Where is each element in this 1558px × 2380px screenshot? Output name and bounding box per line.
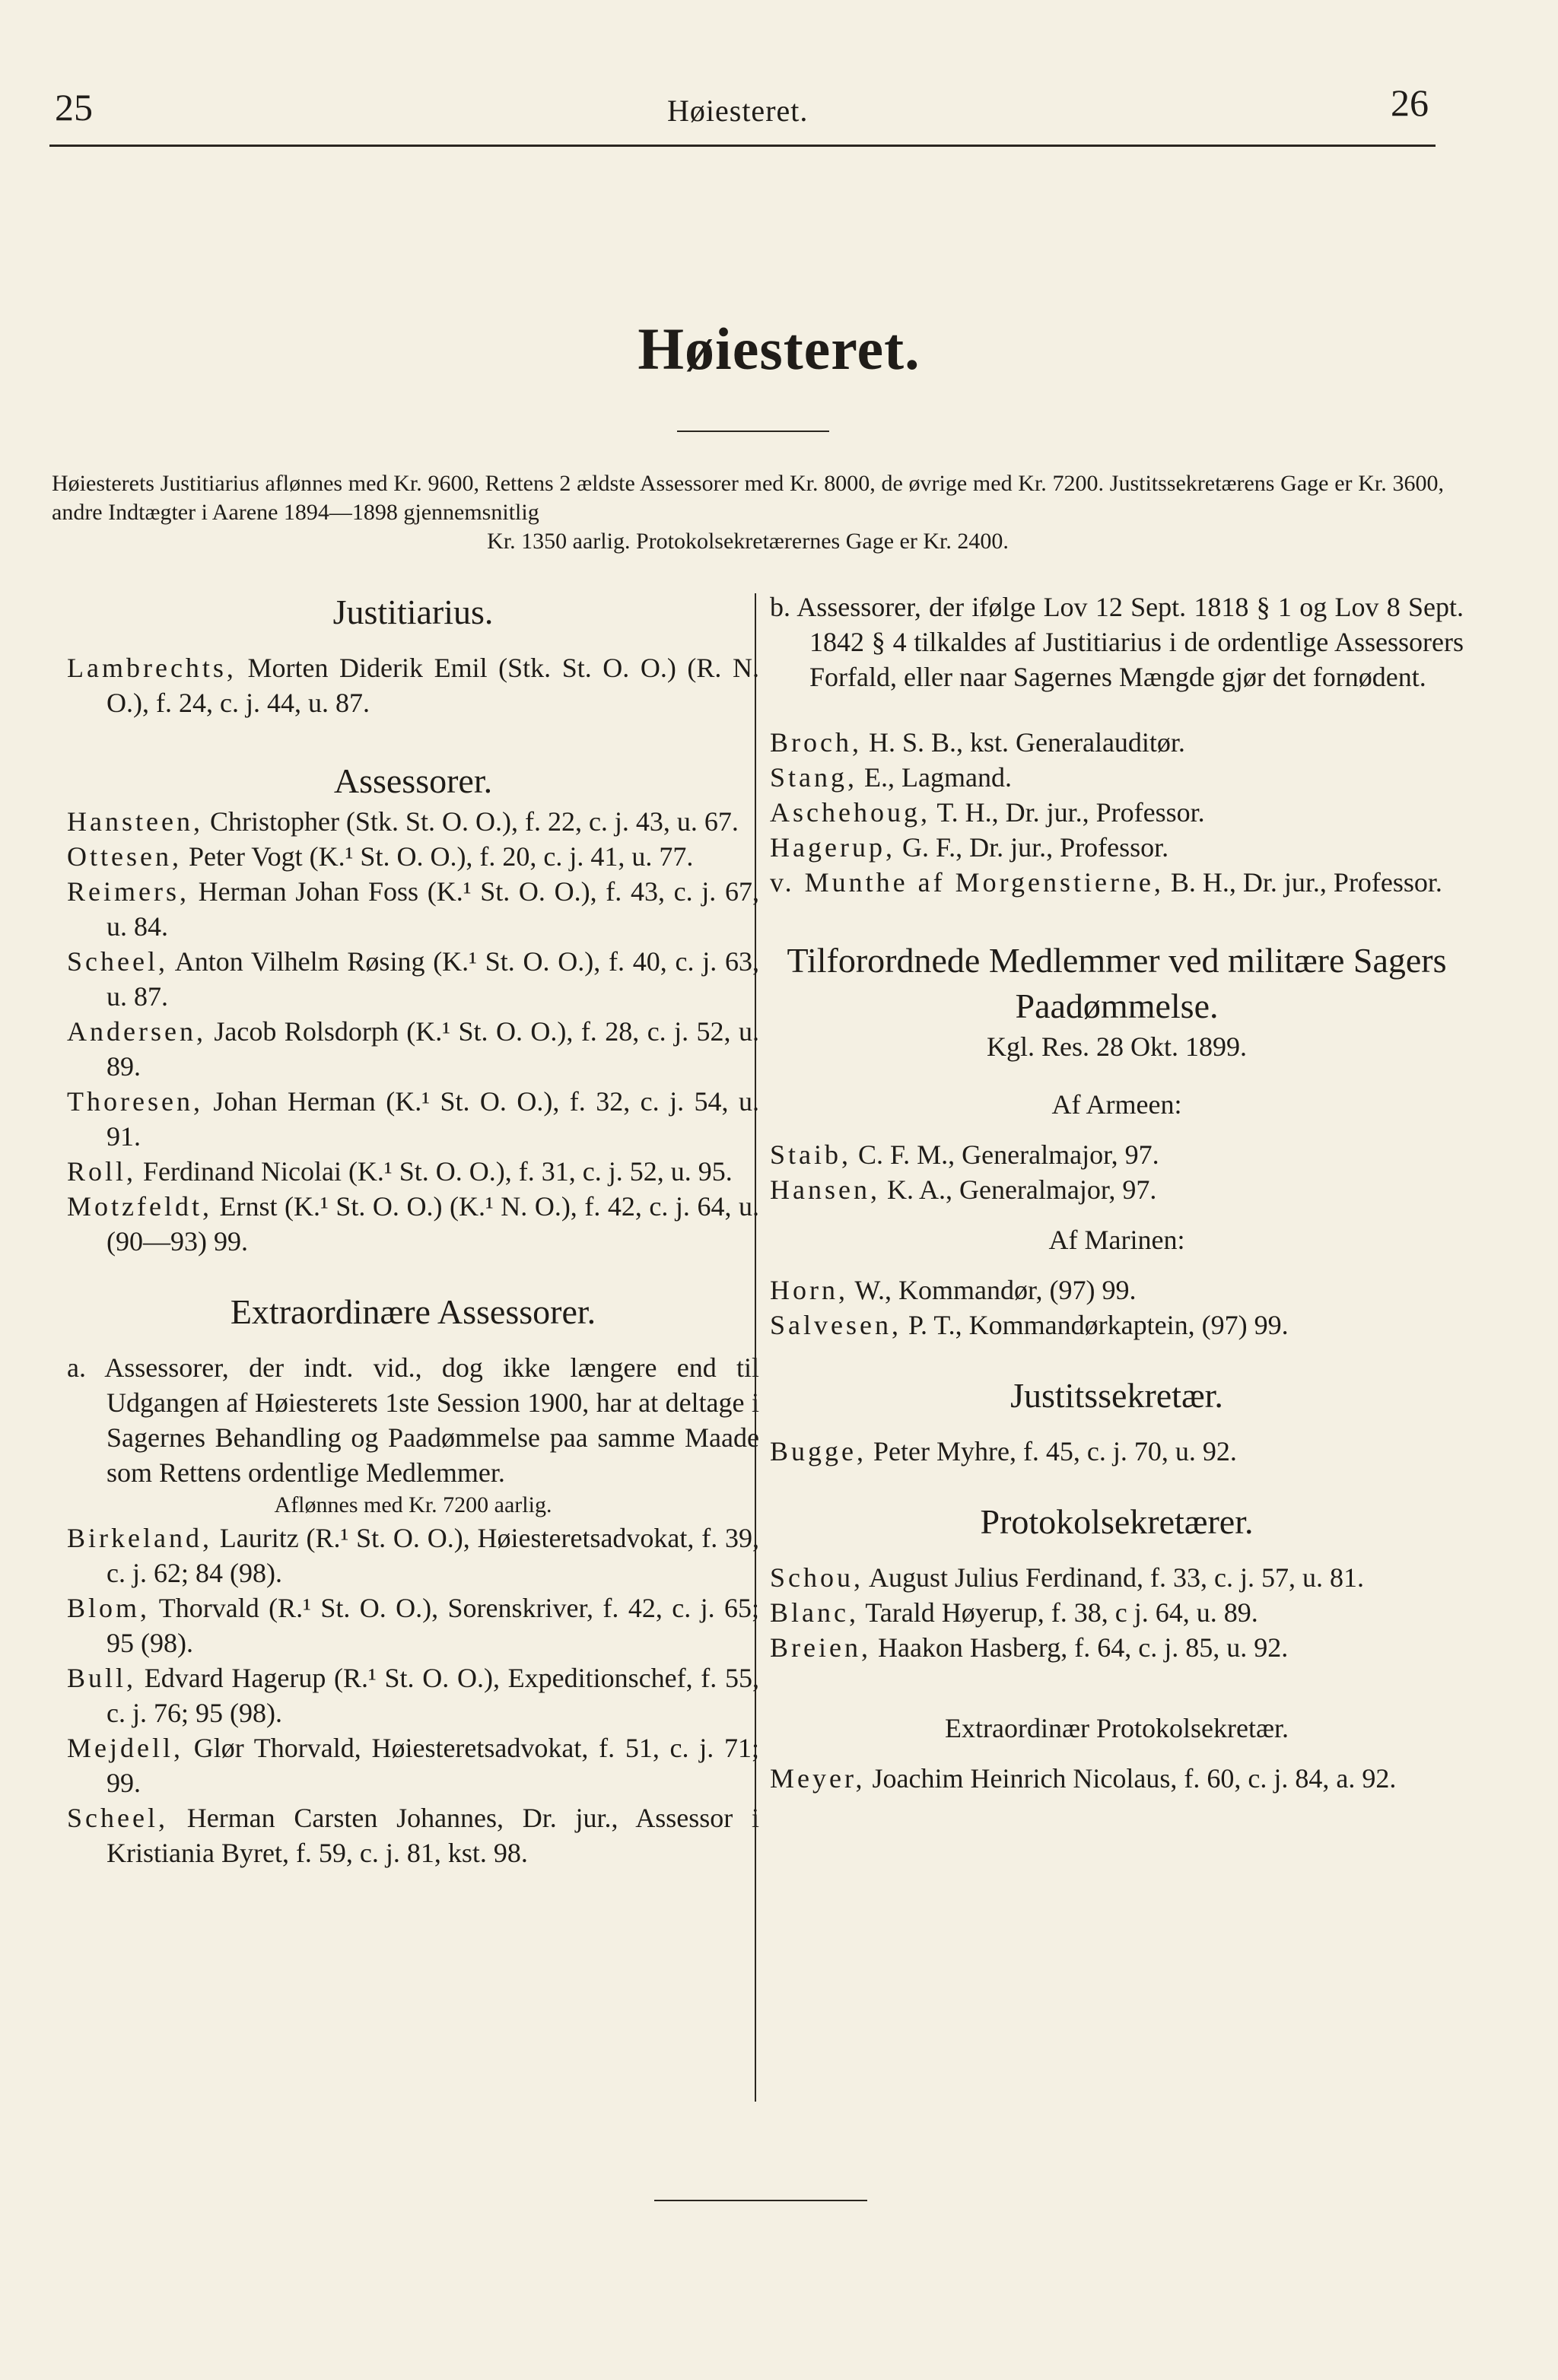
list-item: Andersen, Jacob Rolsdorph (K.¹ St. O. O.), f. 28, c. j. 52, u. 89. <box>67 1016 759 1082</box>
list-item: Scheel, Anton Vilhelm Røsing (K.¹ St. O. O.), f. 40, c. j. 63, u. 87. <box>67 946 759 1012</box>
list-item: Mejdell, Glør Thorvald, Høiesteretsadvokat, f. 51, c. j. 71; 99. <box>67 1733 759 1798</box>
intro-line1: Høiesterets Justitiarius aflønnes med Kr. 9600, Rettens 2 ældste Assessorer med Kr. 8000, de øvrige med Kr. 7200. Justitssekretærens Gage er Kr. 3600, andre Indtægter i Aarene 1894—1898 gjennemsnitlig <box>52 471 1444 525</box>
extra-assessorer-heading: Extraordinære Assessorer. <box>230 1292 596 1331</box>
right-column <box>770 589 1464 1796</box>
military-heading: Tilforordnede Medlemmer ved militære Sagers Paadømmelse. <box>787 941 1447 1025</box>
list-item: Reimers, Herman Johan Foss (K.¹ St. O. O.), f. 43, c. j. 67, u. 84. <box>67 876 759 942</box>
list-item: Staib, C. F. M., Generalmajor, 97. <box>770 1139 1159 1170</box>
extra-protokol-heading: Extraordinær Protokolsekretær. <box>945 1713 1289 1743</box>
protokol-heading: Protokolsekretærer. <box>980 1502 1254 1541</box>
list-item: Scheel, Herman Carsten Johannes, Dr. jur., Assessor i Kristiania Byret, f. 59, c. j. 81, kst. 98. <box>67 1803 759 1868</box>
list-item: Ottesen, Peter Vogt (K.¹ St. O. O.), f. 20, c. j. 41, u. 77. <box>67 841 694 872</box>
marinen-heading: Af Marinen: <box>1048 1225 1185 1255</box>
list-item: Meyer, Joachim Heinrich Nicolaus, f. 60, c. j. 84, a. 92. <box>770 1763 1397 1794</box>
list-item: Horn, W., Kommandør, (97) 99. <box>770 1275 1137 1305</box>
extra-pay-note: Aflønnes med Kr. 7200 aarlig. <box>274 1492 552 1517</box>
title-rule <box>677 431 829 432</box>
running-title: Høiesteret. <box>667 94 809 128</box>
list-item: Birkeland, Lauritz (R.¹ St. O. O.), Høiesteretsadvokat, f. 39, c. j. 62; 84 (98). <box>67 1523 759 1588</box>
list-item: Aschehoug, T. H., Dr. jur., Professor. <box>770 797 1205 828</box>
page-number-left: 25 <box>55 86 93 129</box>
list-item: Lambrechts, Morten Diderik Emil (Stk. St. O. O.) (R. N. O.), f. 24, c. j. 44, u. 87. <box>67 653 759 718</box>
list-item: Breien, Haakon Hasberg, f. 64, c. j. 85, u. 92. <box>770 1632 1289 1663</box>
list-item: Hansteen, Christopher (Stk. St. O. O.), f. 22, c. j. 43, u. 67. <box>67 806 739 837</box>
justitssekretaer-heading: Justitssekretær. <box>1010 1376 1223 1415</box>
list-item: Motzfeldt, Ernst (K.¹ St. O. O.) (K.¹ N. O.), f. 42, c. j. 64, u. (90—93) 99. <box>67 1191 759 1257</box>
list-item: Bugge, Peter Myhre, f. 45, c. j. 70, u. 92. <box>770 1436 1237 1466</box>
military-resolution: Kgl. Res. 28 Okt. 1899. <box>987 1031 1247 1062</box>
assessorer-heading: Assessorer. <box>333 761 493 800</box>
extra-b-paragraph: b. Assessorer, der ifølge Lov 12 Sept. 1818 § 1 og Lov 8 Sept. 1842 § 4 tilkaldes af Justitiarius i de ordentlige Assessorers Forfald, eller naar Sagernes Mængde gjør det fornødent. <box>770 592 1464 692</box>
armeen-heading: Af Armeen: <box>1051 1089 1182 1120</box>
list-item: Broch, H. S. B., kst. Generalauditør. <box>770 727 1185 758</box>
list-item: Schou, August Julius Ferdinand, f. 33, c. j. 57, u. 81. <box>770 1562 1364 1593</box>
page-title: Høiesteret. <box>638 316 920 382</box>
list-item: Thoresen, Johan Herman (K.¹ St. O. O.), f. 32, c. j. 54, u. 91. <box>67 1086 759 1152</box>
justitiarius-heading: Justitiarius. <box>332 593 494 631</box>
list-item: v. Munthe af Morgenstierne, B. H., Dr. jur., Professor. <box>770 867 1442 898</box>
list-item: Blanc, Tarald Høyerup, f. 38, c j. 64, u. 89. <box>770 1597 1258 1628</box>
extra-a-paragraph: a. Assessorer, der indt. vid., dog ikke længere end til Udgangen af Høiesterets 1ste Session 1900, har at deltage i Sagernes Behandling og Paadømmelse paa samme Maade som Rettens ordentlige Medlemmer. <box>67 1352 759 1488</box>
list-item: Blom, Thorvald (R.¹ St. O. O.), Sorenskriver, f. 42, c. j. 65; 95 (98). <box>67 1593 759 1658</box>
page-number-right: 26 <box>1391 81 1429 124</box>
list-item: Hagerup, G. F., Dr. jur., Professor. <box>770 832 1169 863</box>
intro-line2: Kr. 1350 aarlig. Protokolsekretærernes Gage er Kr. 2400. <box>487 529 1009 554</box>
intro-paragraph <box>52 469 1444 556</box>
list-item: Stang, E., Lagmand. <box>770 762 1012 793</box>
bottom-rule <box>654 2200 867 2201</box>
list-item: Hansen, K. A., Generalmajor, 97. <box>770 1174 1157 1205</box>
list-item: Roll, Ferdinand Nicolai (K.¹ St. O. O.), f. 31, c. j. 52, u. 95. <box>67 1156 733 1187</box>
list-item: Salvesen, P. T., Kommandørkaptein, (97) 99. <box>770 1310 1289 1340</box>
left-column <box>67 589 759 1870</box>
list-item: Bull, Edvard Hagerup (R.¹ St. O. O.), Expeditionschef, f. 55, c. j. 76; 95 (98). <box>67 1663 759 1728</box>
header-rule <box>49 145 1436 147</box>
